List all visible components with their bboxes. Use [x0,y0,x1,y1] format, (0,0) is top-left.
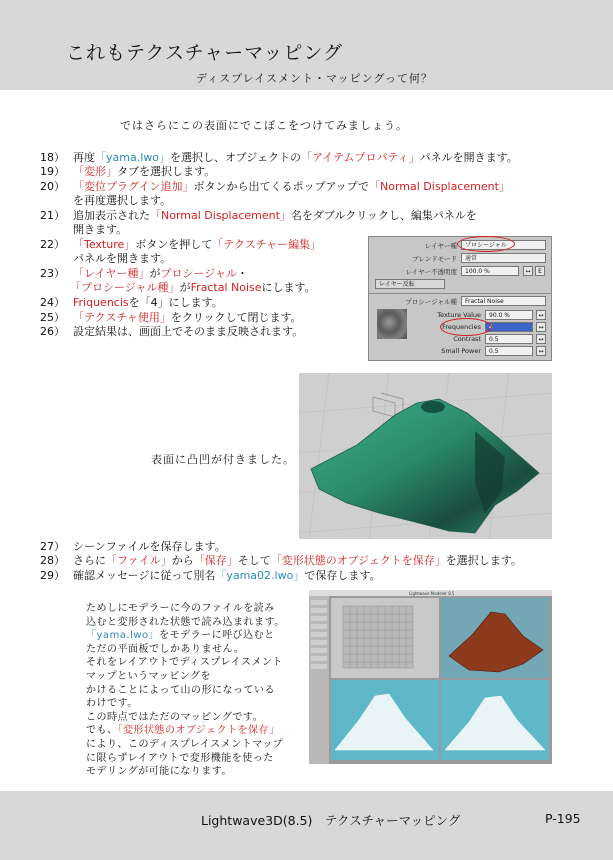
texture-value-label: Texture Value [437,311,481,319]
page-subtitle: ディスプレイスメント・マッピングって何？ [196,72,433,85]
text-run: 「変位プラグイン追加」 [73,180,194,193]
text-run: 「プロシージャル種」 [70,281,180,294]
step-21-continuation: 開きます。 [73,223,128,236]
page-footer [0,791,613,860]
text-run: マップというマッピングを [86,671,211,682]
small-power-field[interactable]: 0.5 [485,346,533,356]
text-run: をモデラーに呼び込むと [159,630,275,642]
layer-opacity-label: レイヤー不透明度 [405,268,457,276]
text-run: に限らずレイアウトで変形機能を使った [86,752,274,764]
text-run: モデリングが可能になります。 [86,766,232,778]
text-run: が [179,281,191,294]
step-20-continuation: を再度選択します。 [73,194,172,207]
step-number: 21） [40,209,65,222]
highlight-oval [457,236,515,252]
text-run: 名をダブルクリックし、編集パネルを [290,209,477,222]
text-run: それをレイアウトでディスプレイスメント [86,657,283,669]
step-item [40,567,380,583]
modeler-toolbar [309,596,329,764]
text-run: で保存します。 [304,569,381,582]
text-run: わけです。 [86,698,138,710]
layer-opacity-field[interactable]: 100.0 % [461,266,519,276]
small-power-label: Small Power [441,347,481,355]
page-number: P-195 [545,811,581,826]
text-run: 「変形状態のオブジェクトを保存」 [270,554,446,567]
text-run: そして [237,554,271,567]
viewport-top-grid [343,606,413,668]
step-number: 25） [40,311,65,324]
text-run: ・ [237,267,249,280]
text-run: ボタンから出てくるポップアップで [193,180,370,193]
blend-mode-select[interactable]: 通常 [461,253,546,263]
step-item [40,163,215,179]
text-run: 込むと変形された状態で読み込まれます。 [86,616,285,628]
procedural-type-select[interactable]: Fractal Noise [461,296,546,306]
modeler-screenshot [309,590,552,764]
modeler-title: Lightwave Modeler 8.5 [409,591,455,596]
opacity-stepper-icon[interactable]: ↔ [523,266,533,276]
paragraph-line [86,762,232,777]
layer-type-select[interactable]: プロシージャル [461,240,546,250]
page-title: これもテクスチャーマッピング [66,42,343,64]
text-run: シーンファイルを保存します。 [73,540,226,553]
text-run: を「4」にします。 [128,296,223,309]
text-run: にします。 [261,281,316,294]
step-number: 28） [40,554,65,567]
text-run: 「yama.lwo」 [95,151,170,164]
text-run: この時点ではただのマッピングです。 [86,711,264,723]
highlight-oval [440,318,492,336]
text-run: ためしにモデラーに今のファイルを読み [86,603,275,614]
step-item [40,294,223,310]
text-run: 「Normal Displacement」 [369,180,510,193]
procedural-type-label: プロシージャル種 [405,298,457,306]
small-power-stepper-icon[interactable]: ↔ [536,346,546,356]
text-run: 設定結果は、画面上でそのまま反映されます。 [73,325,304,338]
step-number: 26） [40,325,65,338]
layer-invert-label: レイヤー反転 [379,281,415,288]
text-run: でも、 [86,725,118,737]
step-number: 24） [40,296,65,309]
text-run: かけることによって山の形になっている [86,684,275,696]
step-item [40,323,303,339]
text-run: タブを選択します。 [117,165,216,178]
text-run: が [149,267,161,280]
text-run: をクリックして閉じます。 [170,311,302,324]
text-run: 「Normal Displacement」 [150,209,291,222]
text-run: Friquencis [73,296,129,309]
text-run: ボタンを押して [135,238,213,251]
toolbar-buttons [311,600,327,669]
text-run: プロシージャル [160,267,238,280]
step-number: 18） [40,151,65,164]
footer-text: Lightwave3D(8.5) テクスチャーマッピング [201,813,461,828]
step-number: 19） [40,165,65,178]
text-run: 「テクスチャ使用」 [73,311,171,324]
texture-value-field[interactable]: 90.0 % [485,310,533,320]
texture-editor-panel [368,236,552,361]
blend-mode-label: ブレンドモード [412,255,457,263]
step-number: 23） [40,267,65,280]
text-run: さらに [73,554,106,567]
step-22-continuation: パネルを開きます。 [73,252,172,265]
contrast-field[interactable]: 0.5 [485,334,533,344]
text-run: ただの平面板でしかありません。 [86,643,245,655]
crater [421,401,445,413]
render-caption: 表面に凸凹が付きました。 [151,453,295,466]
step-number: 27） [40,540,65,553]
step-number: 20） [40,180,65,193]
step-number: 22） [40,238,65,251]
step-23-continuation [70,279,316,295]
text-run: 「変形状態のオブジェクトを保存」 [117,725,280,737]
text-run: 「保存」 [193,554,238,567]
text-run: 再度 [73,151,95,164]
divider [369,293,551,294]
text-run: 確認メッセージに従って別名 [73,569,216,582]
text-run: 「アイテムプロパティ」 [301,151,420,164]
displaced-terrain-render [299,373,552,539]
envelope-button[interactable]: E [535,266,545,276]
frequencies-stepper-icon[interactable]: ↔ [536,322,546,332]
text-run: 「Texture」 [73,238,136,251]
text-run: 「変形」 [73,165,117,178]
text-run: Fractal Noise [190,281,262,294]
text-run: 「ファイル」 [106,554,172,567]
layer-invert-checkbox[interactable] [375,279,445,289]
frequencies-label: Frequencies [442,323,481,331]
contrast-label: Contrast [453,335,481,343]
text-run: 「テクスチャー編集」 [212,238,322,251]
text-run: 「yama02.lwo」 [215,569,305,582]
page-header [0,0,613,90]
text-run: を選択し、オブジェクトの [170,151,302,164]
frequencies-field[interactable]: 4 [485,322,533,332]
text-run: により、このディスプレイスメントマップ [86,739,284,750]
texture-preview-image [377,309,407,339]
text-run: 「レイヤー種」 [73,267,150,280]
intro-text: ではさらにこの表面にでこぼこをつけてみましょう。 [120,119,408,132]
text-run: 追加表示された [73,209,150,222]
layer-type-label: レイヤー種 [424,242,457,250]
text-run: を選択します。 [445,554,522,567]
text-run: 「yama.lwo」 [86,630,160,642]
text-run: パネルを開きます。 [419,151,518,164]
texture-value-stepper-icon[interactable]: ↔ [536,310,546,320]
text-run: から [171,554,194,567]
step-item [40,552,522,568]
contrast-stepper-icon[interactable]: ↔ [536,334,546,344]
step-number: 29） [40,569,65,582]
